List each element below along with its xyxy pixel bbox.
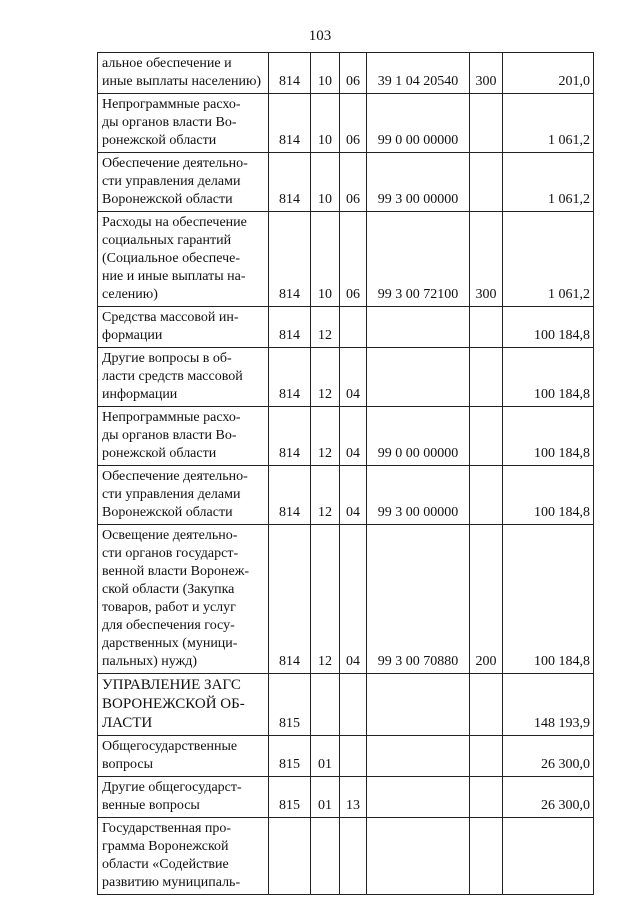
table-row xyxy=(98,53,594,94)
amount-cell: 100 184,8 xyxy=(503,348,594,407)
department-code-cell: 814 xyxy=(269,53,311,94)
target-article-code-cell xyxy=(367,736,470,777)
department-code-cell: 814 xyxy=(269,307,311,348)
table-row xyxy=(98,212,594,307)
section-code-cell: 10 xyxy=(311,94,340,153)
table-row xyxy=(98,94,594,153)
section-code-cell: 10 xyxy=(311,153,340,212)
subsection-code-cell xyxy=(340,818,367,895)
table-row xyxy=(98,674,594,736)
subsection-code-cell: 13 xyxy=(340,777,367,818)
row-name-cell: Расходы на обеспечение социальных гарантий (Социальное обеспече- ние и иные выплаты на- селению) xyxy=(98,212,269,307)
budget-table xyxy=(97,52,594,895)
amount-cell: 1 061,2 xyxy=(503,153,594,212)
subsection-code-cell: 06 xyxy=(340,94,367,153)
amount-cell: 201,0 xyxy=(503,53,594,94)
expense-type-code-cell xyxy=(470,94,503,153)
department-code-cell: 814 xyxy=(269,407,311,466)
department-code-cell: 814 xyxy=(269,212,311,307)
target-article-code-cell xyxy=(367,307,470,348)
amount-cell: 100 184,8 xyxy=(503,407,594,466)
row-name-cell: Непрограммные расхо- ды органов власти Во- ронежской области xyxy=(98,407,269,466)
section-code-cell: 12 xyxy=(311,525,340,674)
subsection-code-cell xyxy=(340,736,367,777)
table-row xyxy=(98,307,594,348)
expense-type-code-cell xyxy=(470,348,503,407)
expense-type-code-cell xyxy=(470,466,503,525)
amount-cell: 148 193,9 xyxy=(503,674,594,736)
department-code-cell: 814 xyxy=(269,348,311,407)
page-number: 103 xyxy=(308,28,332,44)
subsection-code-cell: 06 xyxy=(340,153,367,212)
section-code-cell: 12 xyxy=(311,348,340,407)
department-code-cell: 814 xyxy=(269,525,311,674)
amount-cell: 100 184,8 xyxy=(503,307,594,348)
target-article-code-cell: 99 3 00 72100 xyxy=(367,212,470,307)
expense-type-code-cell xyxy=(470,407,503,466)
row-name-cell: Освещение деятельно- сти органов государст- венной власти Воронеж- ской области (Закупка товаров, работ и услуг для обеспечения госу- дарственных (муници- пальных) нужд) xyxy=(98,525,269,674)
amount-cell: 1 061,2 xyxy=(503,94,594,153)
expense-type-code-cell: 300 xyxy=(470,53,503,94)
target-article-code-cell: 99 0 00 00000 xyxy=(367,407,470,466)
row-name-cell: Государственная про- грамма Воронежской области «Содействие развитию муниципаль- xyxy=(98,818,269,895)
table-row xyxy=(98,407,594,466)
row-name-cell: Общегосударственные вопросы xyxy=(98,736,269,777)
row-name-cell: Другие вопросы в об- ласти средств массовой информации xyxy=(98,348,269,407)
target-article-code-cell: 99 0 00 00000 xyxy=(367,94,470,153)
amount-cell: 100 184,8 xyxy=(503,525,594,674)
expense-type-code-cell: 300 xyxy=(470,212,503,307)
expense-type-code-cell: 200 xyxy=(470,525,503,674)
expense-type-code-cell xyxy=(470,153,503,212)
subsection-code-cell: 06 xyxy=(340,53,367,94)
section-code-cell xyxy=(311,674,340,736)
subsection-code-cell: 04 xyxy=(340,466,367,525)
table-row xyxy=(98,466,594,525)
row-name-cell: Средства массовой ин- формации xyxy=(98,307,269,348)
subsection-code-cell: 04 xyxy=(340,348,367,407)
amount-cell: 1 061,2 xyxy=(503,212,594,307)
amount-cell: 26 300,0 xyxy=(503,777,594,818)
department-code-cell: 814 xyxy=(269,153,311,212)
department-code-cell xyxy=(269,818,311,895)
subsection-code-cell xyxy=(340,674,367,736)
target-article-code-cell: 99 3 00 00000 xyxy=(367,466,470,525)
section-code-cell: 12 xyxy=(311,307,340,348)
section-code-cell xyxy=(311,818,340,895)
department-code-cell: 814 xyxy=(269,466,311,525)
row-name-cell: альное обеспечение и иные выплаты населению) xyxy=(98,53,269,94)
target-article-code-cell xyxy=(367,818,470,895)
department-code-cell: 815 xyxy=(269,777,311,818)
row-name-cell: Непрограммные расхо- ды органов власти Во- ронежской области xyxy=(98,94,269,153)
target-article-code-cell: 99 3 00 70880 xyxy=(367,525,470,674)
subsection-code-cell: 04 xyxy=(340,407,367,466)
department-code-cell: 815 xyxy=(269,674,311,736)
subsection-code-cell: 06 xyxy=(340,212,367,307)
expense-type-code-cell xyxy=(470,777,503,818)
table-row xyxy=(98,736,594,777)
section-code-cell: 12 xyxy=(311,407,340,466)
department-code-cell: 814 xyxy=(269,94,311,153)
row-name-cell: Обеспечение деятельно- сти управления делами Воронежской области xyxy=(98,153,269,212)
department-code-cell: 815 xyxy=(269,736,311,777)
amount-cell xyxy=(503,818,594,895)
table-row xyxy=(98,777,594,818)
section-code-cell: 10 xyxy=(311,53,340,94)
table-row xyxy=(98,525,594,674)
expense-type-code-cell xyxy=(470,736,503,777)
expense-type-code-cell xyxy=(470,674,503,736)
expense-type-code-cell xyxy=(470,307,503,348)
subsection-code-cell xyxy=(340,307,367,348)
row-name-cell: УПРАВЛЕНИЕ ЗАГС ВОРОНЕЖСКОЙ ОБ- ЛАСТИ xyxy=(98,674,269,736)
row-name-cell: Обеспечение деятельно- сти управления делами Воронежской области xyxy=(98,466,269,525)
row-name-cell: Другие общегосударст- венные вопросы xyxy=(98,777,269,818)
table-row xyxy=(98,153,594,212)
section-code-cell: 10 xyxy=(311,212,340,307)
target-article-code-cell: 39 1 04 20540 xyxy=(367,53,470,94)
target-article-code-cell xyxy=(367,348,470,407)
amount-cell: 100 184,8 xyxy=(503,466,594,525)
subsection-code-cell: 04 xyxy=(340,525,367,674)
target-article-code-cell xyxy=(367,674,470,736)
section-code-cell: 01 xyxy=(311,736,340,777)
section-code-cell: 01 xyxy=(311,777,340,818)
amount-cell: 26 300,0 xyxy=(503,736,594,777)
table-row xyxy=(98,818,594,895)
target-article-code-cell: 99 3 00 00000 xyxy=(367,153,470,212)
table-row xyxy=(98,348,594,407)
expense-type-code-cell xyxy=(470,818,503,895)
target-article-code-cell xyxy=(367,777,470,818)
section-code-cell: 12 xyxy=(311,466,340,525)
